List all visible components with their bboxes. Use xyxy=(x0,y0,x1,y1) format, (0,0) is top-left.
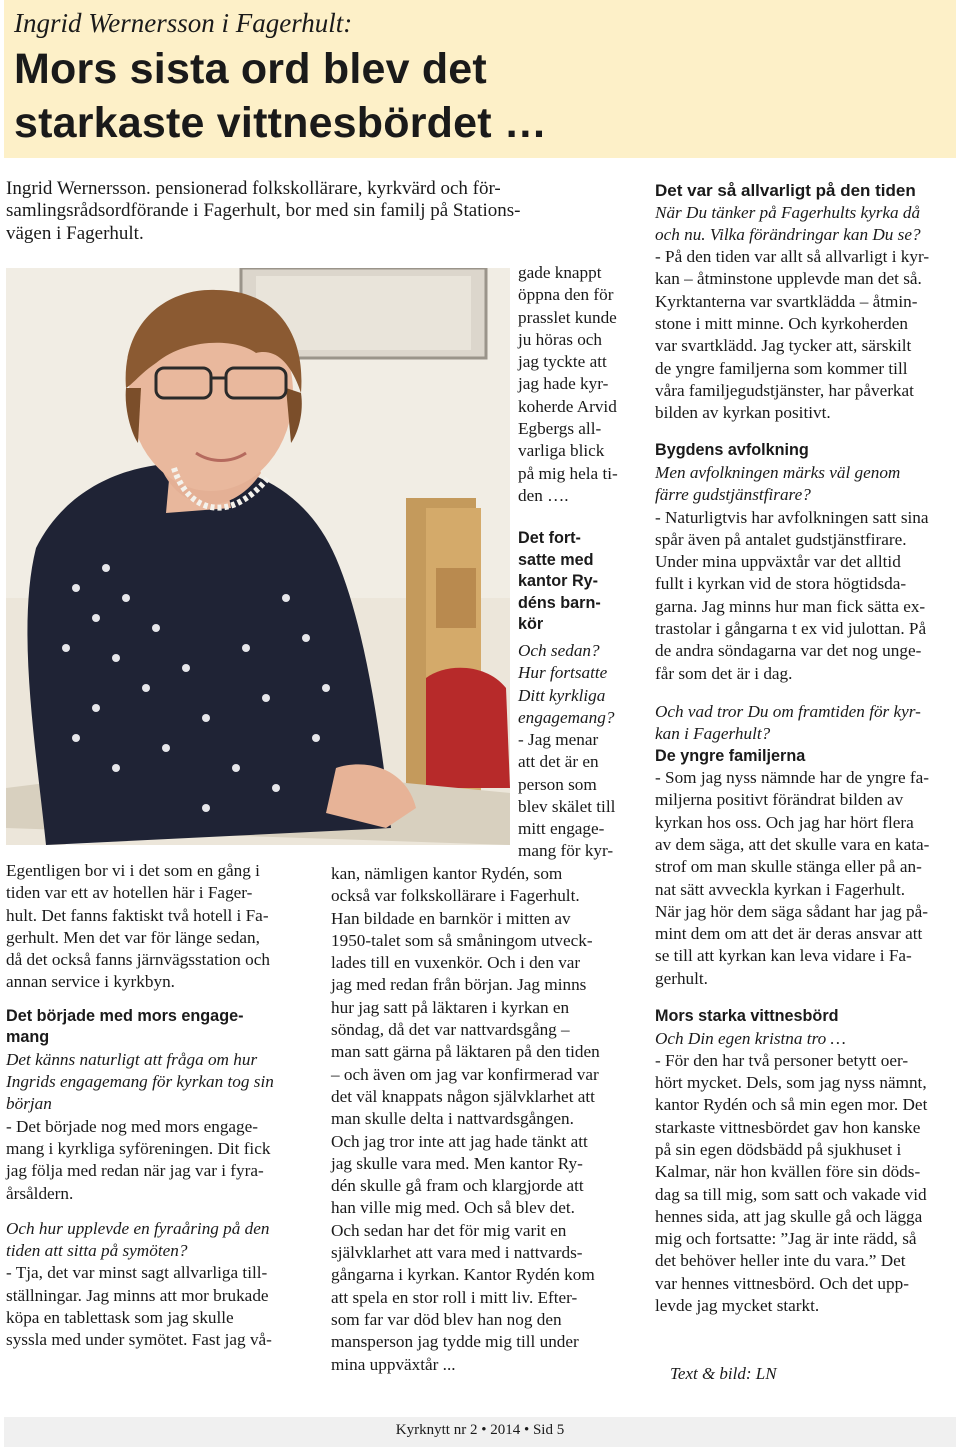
text-line: garna. Jag minns hur man fick sätta ex- xyxy=(655,596,926,616)
text-line: miljerna positivt förändrat bilden av xyxy=(655,790,904,810)
text-line: Det känns naturligt att fråga om hur xyxy=(6,1049,258,1069)
subheading-line: mang xyxy=(6,1028,50,1047)
subheading-mors-engagemang xyxy=(6,1006,316,1049)
text-line: de andra söndagarna var det nog unge- xyxy=(655,641,922,661)
text-line: mansperson jag tydde mig till under xyxy=(331,1332,579,1352)
text-line: - Det började nog med mors engage- xyxy=(6,1116,258,1136)
text-line: färre gudstjänstfirare? xyxy=(655,485,811,505)
question-framtiden xyxy=(655,701,955,746)
text-line: - Som jag nyss nämnde har de yngre fa- xyxy=(655,768,929,788)
text-line: hur jag satt på läktaren i kyrkan en xyxy=(331,997,570,1017)
text-line: Egentligen bor vi i det som en gång i xyxy=(6,861,260,880)
lead-line: vägen i Fagerhult. xyxy=(6,222,144,244)
text-line: dag sa till mig, som satt och vakade vid xyxy=(655,1184,927,1204)
text-line: årsåldern. xyxy=(6,1183,74,1203)
right-column xyxy=(655,180,955,1317)
text-line: köpa en tablettask som jag skulle xyxy=(6,1308,234,1328)
text-line: levde jag mycket starkt. xyxy=(655,1296,820,1316)
answer-symoten xyxy=(6,1262,316,1351)
text-line: Men avfolkningen märks väl genom xyxy=(655,462,901,482)
subheading-line: déns barn- xyxy=(518,593,601,612)
text-line: Och sedan? xyxy=(518,641,600,660)
portrait-photo-icon xyxy=(6,268,510,845)
text-line: hört mycket. Dels, som jag nyss nämnt, xyxy=(655,1073,927,1093)
text-line: kan – åtminstone upplevde man det så. xyxy=(655,269,922,289)
text-line: 1950-talet som så småningom utveck- xyxy=(331,930,593,950)
text-line: han ville mig med. Och så blev det. xyxy=(331,1198,575,1218)
text-line: var hennes vittnesbörd. Och det upp- xyxy=(655,1273,909,1293)
text-line: jag tyckte att xyxy=(518,352,607,372)
text-line: självklarhet att vara med i nattvards- xyxy=(331,1243,583,1263)
subheading-line: kör xyxy=(518,615,544,633)
text-line: engagemang? xyxy=(518,707,615,727)
text-line: – och även om jag var konfirmerad var xyxy=(331,1064,599,1084)
text-line: på mig hela ti- xyxy=(518,463,618,483)
text-line: början xyxy=(6,1094,52,1114)
text-line: Han bildade en barnkör i mitten av xyxy=(331,908,571,928)
text-line: - Naturligtvis har avfolkningen satt sina xyxy=(655,507,929,527)
text-line: av dem säga, att det skulle vara en kata- xyxy=(655,834,930,854)
answer-kristna-tro xyxy=(655,1050,955,1318)
text-line: kan i Fagerhult? xyxy=(655,724,771,744)
text-line: varliga blick xyxy=(518,441,605,461)
question-fyraaring xyxy=(6,1218,316,1263)
text-line: lades till en vuxenkör. Och i den var xyxy=(331,953,581,973)
question-och-sedan xyxy=(518,640,638,729)
middle-column-bottom xyxy=(331,863,641,1376)
text-line: kyrkan hos oss. Och jag har hört flera xyxy=(655,812,914,832)
text-line: Och vad tror Du om framtiden för kyr- xyxy=(655,701,921,721)
text-line: syssla med under symötet. Fast jag vå- xyxy=(6,1330,272,1350)
text-line: strof om man skulle stänga eller på an- xyxy=(655,857,922,877)
text-line: gerhult. xyxy=(655,968,708,988)
text-line: fullt i kyrkan vid de stora högtidsda- xyxy=(655,574,907,594)
answer-narrow xyxy=(518,729,638,863)
text-line: jag med redan från början. Jag minns xyxy=(331,975,587,995)
answer-syforeningen xyxy=(6,1116,316,1205)
answer-avfolkning xyxy=(655,507,955,685)
article-kicker: Ingrid Wernersson i Fagerhult: xyxy=(14,8,353,38)
text-line: mint dem om att det är deras ansvar att xyxy=(655,924,923,944)
text-line: gångarna i kyrkan. Kantor Rydén kom xyxy=(331,1265,595,1285)
text-line: tiden var ett av hotellen här i Fager- xyxy=(6,883,253,903)
text-line: - Jag menar xyxy=(518,730,599,749)
photo-credit: Text & bild: LN xyxy=(670,1364,777,1383)
text-line: - På den tiden var allt så allvarligt i kyr- xyxy=(655,247,930,267)
text-line: När Du tänker på Fagerhults kyrka då xyxy=(655,202,921,222)
text-line: jag skulle vara med. Men kantor Ry- xyxy=(331,1153,583,1173)
text-line: spår även på antalet gudstjänstfirare. xyxy=(655,529,907,549)
middle-column-top xyxy=(518,262,638,507)
subheading-line: satte med xyxy=(518,550,594,569)
lead-line: samlingsrådsordförande i Fagerhult, bor med sin familj på Stations- xyxy=(6,200,521,222)
text-line: Kyrktanterna var svartklädda – åtmin- xyxy=(655,291,918,311)
text-line: och nu. Vilka förändringar kan Du se? xyxy=(655,224,921,244)
text-line: våra familjegudstjänster, har påverkat xyxy=(655,380,914,400)
text-line: mig och fortsatte: ”Jag är inte rädd, så xyxy=(655,1229,917,1249)
text-line: stone i mitt minne. Och kyrkoherden xyxy=(655,313,908,333)
article-headline xyxy=(14,42,547,150)
text-line: att spela en stor roll i mitt liv. Efter- xyxy=(331,1287,578,1307)
subheading-kantor-ryden xyxy=(518,528,638,636)
text-line: man satt gärna på läktaren på den tiden xyxy=(331,1042,600,1062)
headline-line: starkaste vittnesbördet … xyxy=(14,99,548,147)
text-line: person som xyxy=(518,774,597,794)
text-line: de yngre familjerna som kommer till xyxy=(655,358,908,378)
subheading-yngre-familjerna: De yngre familjerna xyxy=(655,746,806,765)
subheading-mors-vittnesbord: Mors starka vittnesbörd xyxy=(655,1007,839,1025)
text-line: gade knappt xyxy=(518,263,602,282)
text-line: mina uppväxtår ... xyxy=(331,1354,456,1374)
text-line: jag följa med redan när jag var i fyra- xyxy=(6,1161,264,1181)
text-line: Kalmar, när hon kvällen före sin döds- xyxy=(655,1162,921,1182)
text-line: koherde Arvid xyxy=(518,396,617,416)
answer-allvarligt xyxy=(655,246,955,424)
text-line: Ingrids engagemang för kyrkan tog sin xyxy=(6,1072,274,1092)
question-engagemang xyxy=(6,1049,316,1116)
question-forandringar xyxy=(655,202,955,247)
text-line: kantor Rydén och så min egen mor. Det xyxy=(655,1095,928,1115)
answer-framtiden xyxy=(655,767,955,990)
subheading-line: kantor Ry- xyxy=(518,572,599,590)
page-footer xyxy=(4,1417,956,1447)
text-line: starkaste vittnesbördet gav hon kanske xyxy=(655,1117,921,1137)
text-line: hennes sida, att jag skulle gå och lägga xyxy=(655,1206,923,1226)
text-line: ställningar. Jag minns att mor brukade xyxy=(6,1285,269,1305)
portrait-photo xyxy=(6,268,510,845)
question-avfolkning xyxy=(655,462,955,507)
text-line: öppna den för xyxy=(518,285,614,305)
subheading-allvarligt: Det var så allvarligt på den tiden xyxy=(655,181,916,200)
text-line: dén skulle gå fram och klargjorde att xyxy=(331,1176,584,1196)
text-line: bilden av kyrkan positivt. xyxy=(655,403,831,423)
subheading-line: Det fort- xyxy=(518,529,581,547)
headline-line: Mors sista ord blev det xyxy=(14,45,487,93)
text-line: prasslet kunde xyxy=(518,307,617,327)
text-line: då det också fanns järnvägsstation och xyxy=(6,950,270,970)
text-line: som far var död blev han nog den xyxy=(331,1309,562,1329)
text-line: den …. xyxy=(518,485,569,505)
text-line: När jag hör dem säga sådant har jag på- xyxy=(655,901,928,921)
text-line: Och sedan har det för mig varit en xyxy=(331,1220,567,1240)
article-header xyxy=(4,0,956,158)
text-line: trastolar i gångarna t ex vid julottan. På xyxy=(655,619,927,639)
text-line: Egbergs all- xyxy=(518,419,602,439)
left-column xyxy=(6,860,316,1352)
text-line: var svartklädd. Jag tycker att, särskilt xyxy=(655,336,912,356)
text-line: jag hade kyr- xyxy=(518,374,609,394)
text-line: - För den har två personer betytt oer- xyxy=(655,1050,909,1070)
text-line: se till att kyrkan kan leva vidare i Fa- xyxy=(655,946,912,966)
subheading-avfolkning: Bygdens avfolkning xyxy=(655,441,809,460)
text-line: också var folkskollärare i Fagerhult. xyxy=(331,886,580,906)
text-line: man skulle delta i nattvardsgången. xyxy=(331,1109,574,1129)
question-kristna-tro: Och Din egen kristna tro … xyxy=(655,1028,846,1048)
text-line: Hur fortsatte xyxy=(518,663,608,683)
text-line: Och hur upplevde en fyraåring på den xyxy=(6,1218,270,1238)
text-line: Och jag tror inte att jag hade tänkt att xyxy=(331,1131,588,1151)
text-line: att det är en xyxy=(518,752,599,772)
text-line: nat sätt avveckla kyrkan i Fagerhult. xyxy=(655,879,906,899)
text-line: det behöver heller inte du vara.” Det xyxy=(655,1251,906,1271)
text-line: mitt engage- xyxy=(518,819,605,839)
text-line: Under mina uppväxtår var det alltid xyxy=(655,552,901,572)
text-line: blev skälet till xyxy=(518,796,616,816)
text-line: hult. Det fanns faktiskt två hotell i Fa- xyxy=(6,905,269,925)
text-line: kan, nämligen kantor Rydén, som xyxy=(331,864,563,883)
text-line: tiden att sitta på symöten? xyxy=(6,1241,188,1261)
text-line: söndag, då det var nattvardsgång – xyxy=(331,1020,570,1040)
text-line: gerhult. Men det var för länge sedan, xyxy=(6,927,260,947)
text-line: - Tja, det var minst sagt allvarliga till- xyxy=(6,1263,268,1283)
article-lead xyxy=(6,178,626,245)
text-line: får som det är i dag. xyxy=(655,663,793,683)
lead-line: Ingrid Wernersson. pensionerad folkskollärare, kyrkvärd och för- xyxy=(6,178,501,199)
text-line: mang för kyr- xyxy=(518,841,614,861)
text-line: det väl knappats någon självklarhet att xyxy=(331,1086,595,1106)
subheading-line: Det började med mors engage- xyxy=(6,1006,244,1025)
footer-text: Kyrknytt nr 2 • 2014 • Sid 5 xyxy=(395,1422,565,1438)
text-line: ju höras och xyxy=(518,329,603,349)
text-line: på sin egen dödsbädd på sjukhuset i xyxy=(655,1139,902,1159)
text-line: mang i kyrkliga syföreningen. Dit fick xyxy=(6,1138,271,1158)
text-line: Ditt kyrkliga xyxy=(518,685,606,705)
text-line: annan service i kyrkbyn. xyxy=(6,972,175,992)
